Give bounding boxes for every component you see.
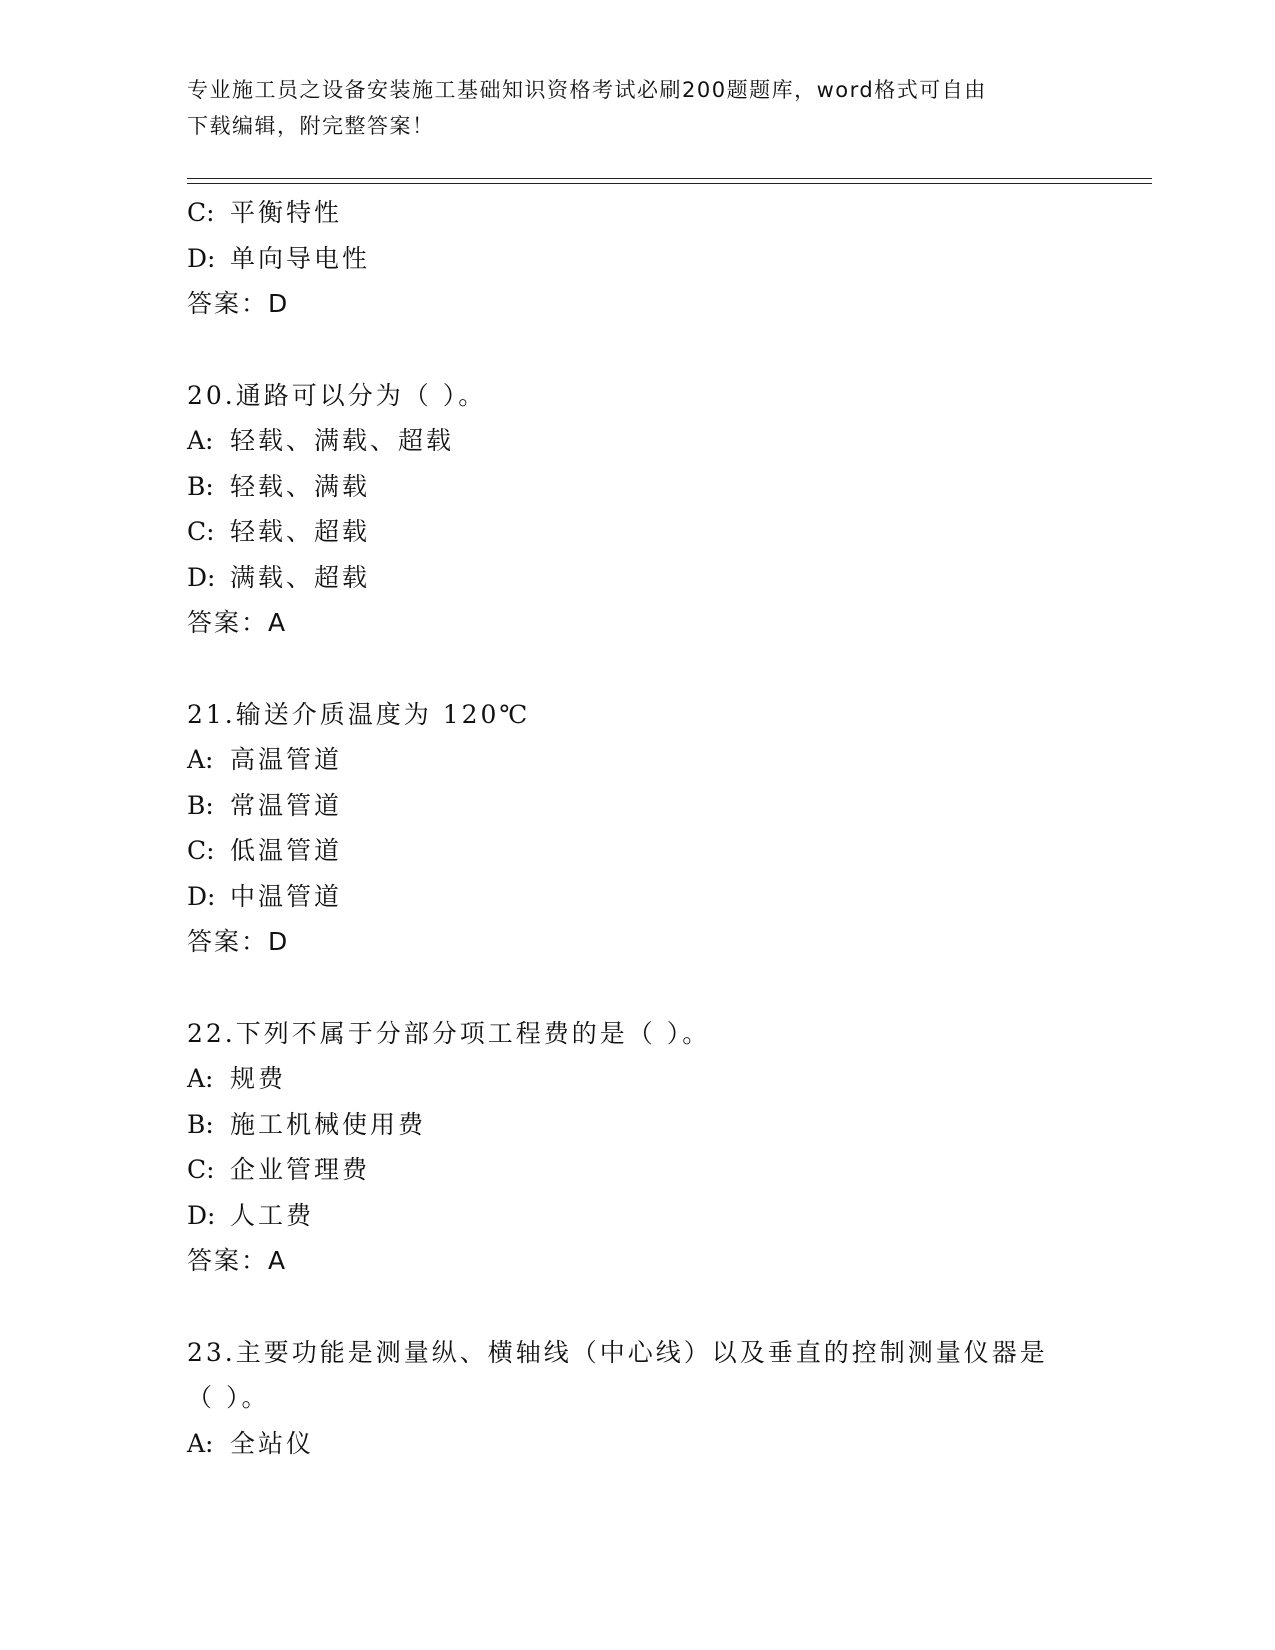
option-b [187, 783, 1147, 829]
option-text: 规费 [230, 1064, 287, 1093]
option-letter: C: [187, 1155, 215, 1184]
option-text: 常温管道 [230, 790, 343, 820]
option-text: 低温管道 [230, 836, 343, 865]
option-text: 全站仪 [230, 1428, 315, 1458]
option-a [187, 737, 1147, 783]
question-stem-continuation: （ ）。 [187, 1383, 270, 1412]
question-23 [187, 1330, 1147, 1467]
spacer [187, 1284, 1147, 1330]
option-letter: D: [187, 562, 216, 592]
option-text: 满载、超载 [230, 562, 371, 592]
option-text: 中温管道 [230, 881, 343, 911]
option-letter: A: [187, 1064, 214, 1093]
option-text: 施工机械使用费 [230, 1109, 427, 1139]
option-c [187, 509, 1147, 555]
spacer [187, 327, 1147, 373]
answer-line: 答案：D [187, 927, 290, 956]
option-d [187, 874, 1147, 920]
header-title-line-1: 专业施工员之设备安装施工基础知识资格考试必刷200题题库，word格式可自由 [187, 78, 987, 102]
option-c [187, 190, 1147, 236]
option-letter: C: [187, 517, 215, 546]
option-letter: B: [187, 1109, 214, 1139]
option-letter: C: [187, 198, 215, 227]
option-b [187, 464, 1147, 510]
question-stem: 22.下列不属于分部分项工程费的是（ ）。 [187, 1018, 711, 1048]
header-title-line-2: 下载编辑，附完整答案！ [187, 114, 435, 138]
question-20 [187, 373, 1147, 646]
option-text: 轻载、超载 [230, 517, 371, 546]
question-stem: 23.主要功能是测量纵、横轴线（中心线）以及垂直的控制测量仪器是 [187, 1337, 1048, 1367]
option-c [187, 828, 1147, 874]
document-header [187, 72, 1087, 144]
question-21 [187, 692, 1147, 965]
question-stem: 20.通路可以分为（ ）。 [187, 380, 487, 410]
option-d [187, 236, 1147, 282]
option-text: 轻载、满载 [230, 471, 371, 501]
option-letter: C: [187, 836, 215, 865]
spacer [187, 965, 1147, 1011]
header-divider-top [187, 178, 1152, 179]
option-d [187, 555, 1147, 601]
option-letter: B: [187, 471, 214, 501]
option-text: 高温管道 [230, 745, 343, 774]
option-text: 单向导电性 [230, 243, 371, 273]
option-a [187, 418, 1147, 464]
option-a [187, 1421, 1147, 1467]
option-letter: A: [187, 426, 214, 455]
question-continued [187, 190, 1147, 327]
answer-line: 答案：A [187, 1246, 288, 1275]
answer-line: 答案：A [187, 608, 288, 637]
option-a [187, 1056, 1147, 1102]
option-text: 平衡特性 [230, 198, 343, 227]
option-letter: A: [187, 1428, 214, 1458]
option-text: 轻载、满载、超载 [230, 426, 455, 455]
option-b [187, 1102, 1147, 1148]
option-d [187, 1193, 1147, 1239]
question-22 [187, 1011, 1147, 1284]
answer-line: 答案：D [187, 289, 290, 318]
question-content [187, 190, 1147, 1466]
spacer [187, 646, 1147, 692]
option-c [187, 1147, 1147, 1193]
option-text: 企业管理费 [230, 1155, 371, 1184]
option-letter: D: [187, 881, 216, 911]
option-letter: B: [187, 790, 214, 820]
option-letter: A: [187, 745, 214, 774]
option-letter: D: [187, 243, 216, 273]
option-letter: D: [187, 1200, 216, 1230]
question-stem: 21.输送介质温度为 120℃ [187, 699, 531, 729]
option-text: 人工费 [230, 1200, 315, 1230]
header-divider-bottom [187, 183, 1152, 184]
